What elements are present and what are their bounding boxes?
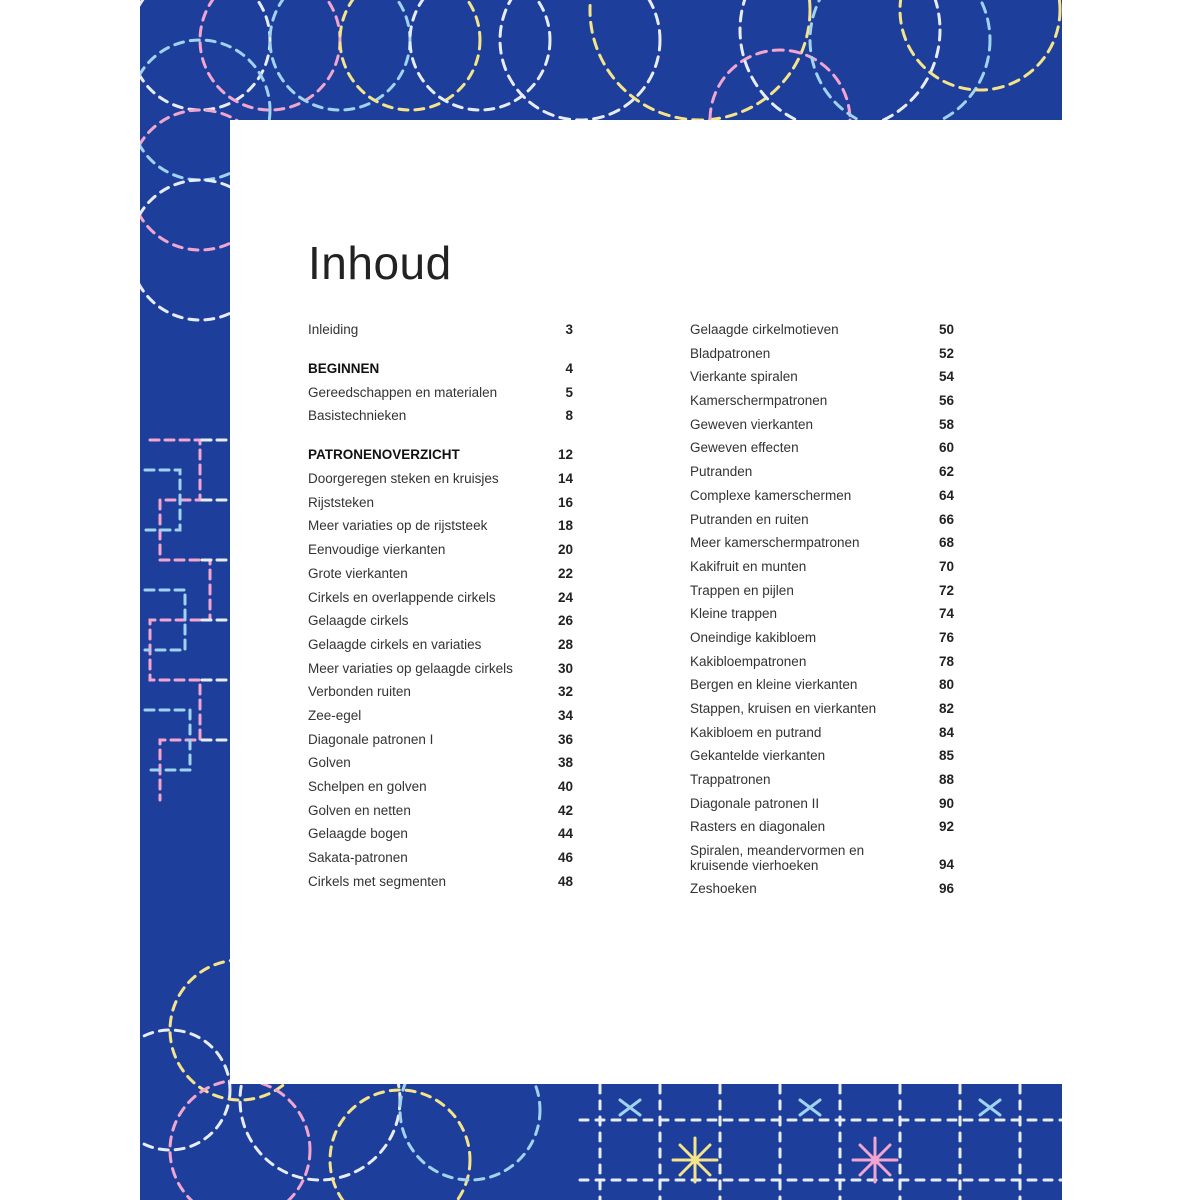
- toc-entry: Verbonden ruiten 32: [308, 684, 573, 700]
- toc-entry: Golven en netten 42: [308, 802, 573, 818]
- page-title: Inhoud: [308, 237, 452, 289]
- toc-entry: Schelpen en golven 40: [308, 779, 573, 794]
- toc-entry: Kleine trappen 74: [690, 606, 954, 622]
- toc-entry: Gelaagde cirkelmotieven 50: [690, 322, 954, 337]
- toc-entry: Inleiding 3: [308, 322, 573, 337]
- toc-entry: Sakata-patronen 46: [308, 850, 573, 866]
- toc-entry: Vierkante spiralen 54: [690, 369, 954, 385]
- toc-entry: Geweven vierkanten 58: [690, 416, 954, 432]
- toc-entry: Spiralen, meandervormen en kruisende vierhoeken 94: [690, 843, 954, 874]
- toc-entry: Bergen en kleine vierkanten 80: [690, 677, 954, 693]
- toc-entry: Kamerschermpatronen 56: [690, 393, 954, 409]
- toc-entry: Gelaagde cirkels 26: [308, 613, 573, 629]
- toc-entry: Rijststeken 16: [308, 494, 573, 510]
- toc-entry: Golven 38: [308, 755, 573, 771]
- toc-entry: Cirkels en overlappende cirkels 24: [308, 589, 573, 605]
- toc-entry: Grote vierkanten 22: [308, 565, 573, 581]
- toc-panel: [230, 120, 1062, 1084]
- toc-left-column: [308, 322, 573, 897]
- toc-entry: Doorgeregen steken en kruisjes 14: [308, 471, 573, 487]
- toc-entry: Zeshoeken 96: [690, 880, 954, 896]
- toc-entry: Gekantelde vierkanten 85: [690, 748, 954, 764]
- toc-entry: Meer variaties op de rijststeek 18: [308, 518, 573, 534]
- toc-entry: Cirkels met segmenten 48: [308, 873, 573, 889]
- toc-section-heading: BEGINNEN 4: [308, 361, 573, 376]
- toc-entry: Meer variaties op gelaagde cirkels 30: [308, 660, 573, 676]
- toc-entry: Gereedschappen en materialen 5: [308, 384, 573, 400]
- toc-entry: Putranden 62: [690, 464, 954, 480]
- toc-entry: Bladpatronen 52: [690, 345, 954, 361]
- toc-entry: Stappen, kruisen en vierkanten 82: [690, 701, 954, 716]
- toc-entry: Rasters en diagonalen 92: [690, 819, 954, 835]
- toc-section-heading: PATRONENOVERZICHT 12: [308, 447, 573, 463]
- toc-entry: Trappen en pijlen 72: [690, 582, 954, 598]
- toc-entry: Diagonale patronen II 90: [690, 795, 954, 811]
- toc-entry: Kakifruit en munten 70: [690, 558, 954, 574]
- toc-entry: Gelaagde bogen 44: [308, 826, 573, 842]
- toc-entry: Basistechnieken 8: [308, 408, 573, 424]
- toc-entry: Putranden en ruiten 66: [690, 511, 954, 527]
- toc-entry: Gelaagde cirkels en variaties 28: [308, 636, 573, 652]
- toc-entry: Meer kamerschermpatronen 68: [690, 535, 954, 551]
- toc-entry: Kakibloem en putrand 84: [690, 724, 954, 740]
- toc-entry: Geweven effecten 60: [690, 440, 954, 456]
- toc-entry: Diagonale patronen I 36: [308, 731, 573, 747]
- toc-entry: Zee-egel 34: [308, 707, 573, 723]
- toc-right-column: [690, 322, 954, 905]
- toc-entry: Trappatronen 88: [690, 772, 954, 788]
- toc-entry: Oneindige kakibloem 76: [690, 629, 954, 645]
- toc-entry: Kakibloempatronen 78: [690, 653, 954, 669]
- toc-entry: Complexe kamerschermen 64: [690, 487, 954, 503]
- toc-entry: Eenvoudige vierkanten 20: [308, 542, 573, 558]
